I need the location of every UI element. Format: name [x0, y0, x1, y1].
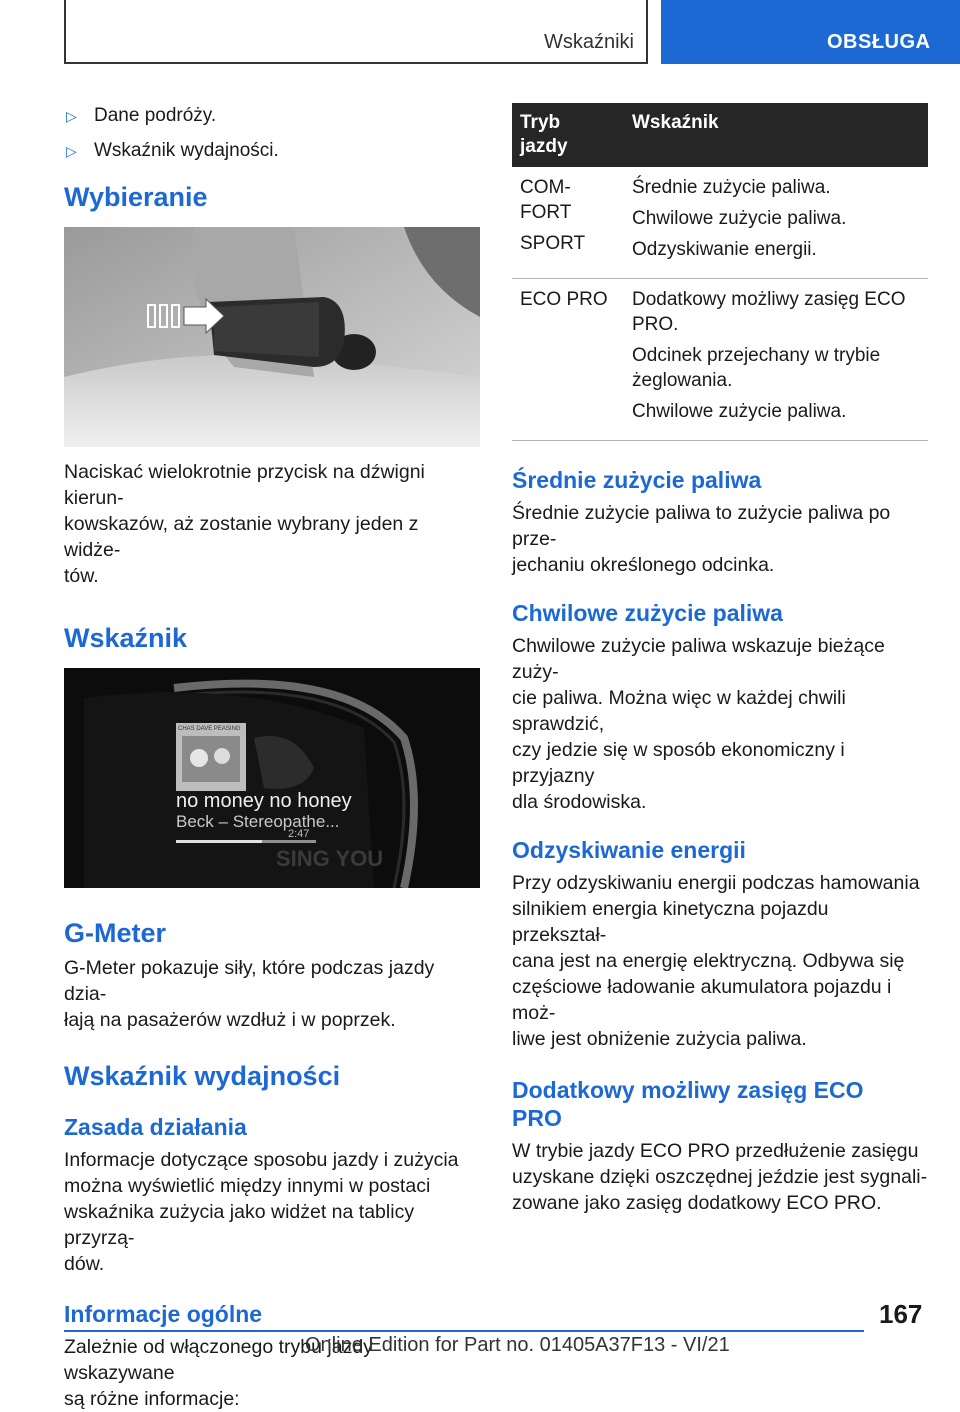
triangle-bullet-icon: ▷ [66, 143, 77, 159]
page-number: 167 [879, 1299, 923, 1329]
chapter-title: Wskaźniki [543, 31, 634, 53]
list-item: ▷ Wskaźnik wydajności. [64, 138, 480, 164]
header-chapter-box [64, 0, 648, 64]
track-time: 2:47 [288, 828, 310, 840]
inst-consumption-text: Chwilowe zużycie paliwa wskazuje bieżące zuży‐ cie paliwa. Można więc w każdej chwili sprawdzić, czy jedzie się w sposób ekonomiczny i przyjazny dla środowiska. [512, 635, 885, 813]
left-column [64, 103, 480, 1412]
edition-info: Online Edition for Part no. 01405A37F13 - VI/21 [305, 1334, 730, 1356]
table-header-mode: Tryb jazdy [512, 103, 624, 167]
table-row [512, 167, 928, 279]
triangle-bullet-icon: ▷ [66, 108, 77, 124]
right-column [512, 103, 928, 1216]
track-title: no money no honey [176, 790, 352, 812]
list-item: ▷ Dane podróży. [64, 103, 480, 129]
principle-text: Informacje dotyczące sposobu jazdy i zużycia można wyświetlić między innymi w postaci wskaźnika zużycia jako widżet na tablicy przyrzą‐ dów. [64, 1149, 459, 1275]
footer-divider [64, 1330, 864, 1332]
section-tab-label: OBSŁUGA [827, 31, 931, 53]
album-caption: CHAS DAVE PEASING [178, 726, 241, 732]
header-section-tab[interactable] [661, 0, 960, 64]
modes-table [512, 103, 928, 441]
energy-recovery-text: Przy odzyskiwaniu energii podczas hamowania silnikiem energia kinetyczna pojazdu przekształ‐ cana jest na energię elektryczną. Odbywa się częściowe ładowanie akumulatora pojazdu i moż‐ liwe jest obniżenie zużycia paliwa. [512, 872, 920, 1050]
heading-principle: Zasada działania [64, 1114, 247, 1140]
cluster-display-image [64, 668, 480, 888]
heading-eco-range: Dodatkowy możliwy zasięg ECO PRO [512, 1077, 864, 1131]
eco-range-text: W trybie jazdy ECO PRO przedłużenie zasięgu uzyskane dzięki oszczędnej jeździe jest sygnali‐ zowane jako zasięg dodatkowy ECO PRO. [512, 1140, 928, 1214]
heading-selection: Wybieranie [64, 182, 208, 212]
selection-text: Naciskać wielokrotnie przycisk na dźwigni kierun‐ kowskazów, aż zostanie wybrany jeden z widże‐ tów. [64, 461, 425, 587]
heading-inst-consumption: Chwilowe zużycie paliwa [512, 600, 783, 626]
gmeter-text: G-Meter pokazuje siły, które podczas jazdy dzia‐ łają na pasażerów wzdłuż i w poprzek. [64, 957, 435, 1031]
avg-consumption-text: Średnie zużycie paliwa to zużycie paliwa po prze‐ jechaniu określonego odcinka. [512, 502, 891, 576]
heading-avg-consumption: Średnie zużycie paliwa [512, 467, 762, 493]
heading-gmeter: G-Meter [64, 918, 167, 948]
table-cell-mode: ECO PRO [512, 279, 624, 441]
table-cell-indicators: Średnie zużycie paliwa. Chwilowe zużycie paliwa. Odzyskiwanie energii. [624, 167, 928, 279]
heading-general: Informacje ogólne [64, 1301, 263, 1327]
lever-button-image [64, 227, 480, 447]
track-artist: Beck – Stereopathe... [176, 812, 340, 831]
table-cell-mode: COM‐ FORT SPORT [512, 167, 624, 279]
general-text: Zależnie od włączonego trybu jazdy wskazywane są różne informacje: [64, 1336, 373, 1410]
table-header-row [512, 103, 928, 167]
heading-energy-recovery: Odzyskiwanie energii [512, 837, 746, 863]
table-row [512, 279, 928, 441]
table-header-indicator: Wskaźnik [624, 103, 928, 167]
track-subtitle-text: SING YOU [276, 846, 384, 871]
heading-indicator: Wskaźnik [64, 623, 188, 653]
heading-efficiency: Wskaźnik wydajności [64, 1061, 341, 1091]
table-cell-indicators: Dodatkowy możliwy zasięg ECO PRO. Odcinek przejechany w trybie żeglowania. Chwilowe zużycie paliwa. [624, 279, 928, 441]
